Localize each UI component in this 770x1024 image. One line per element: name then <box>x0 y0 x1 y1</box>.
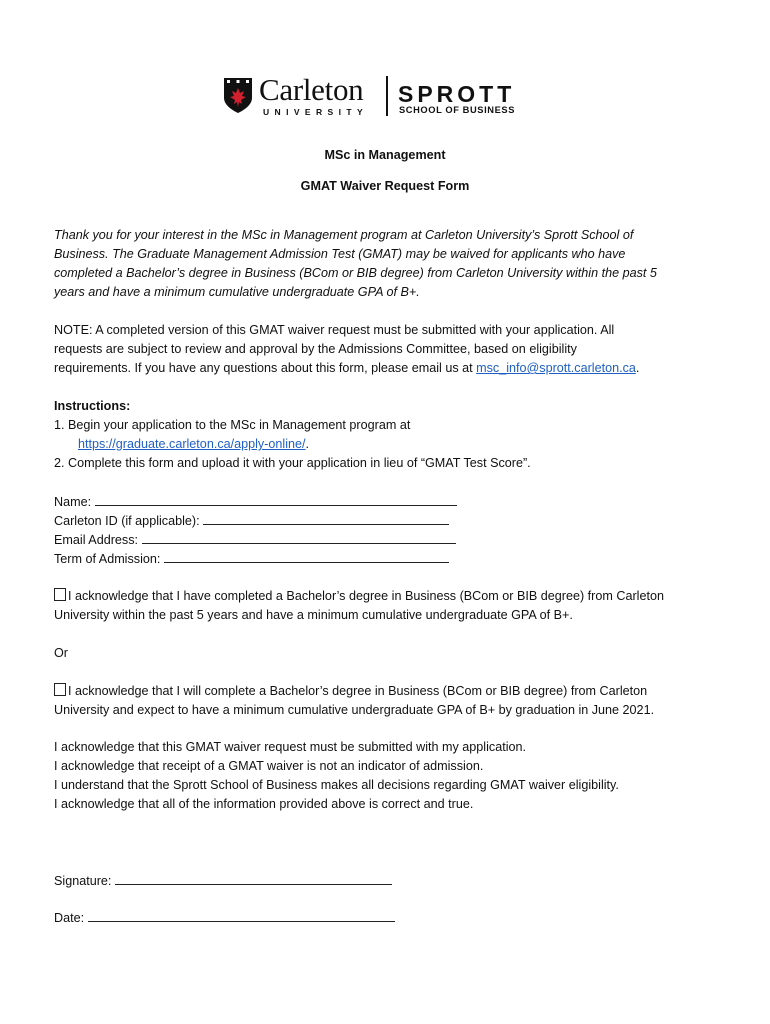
ack-option-1-line-1: I acknowledge that I have completed a Bachelor’s degree in Business (BCom or BIB degree) from Carleton <box>54 587 664 606</box>
term-input-line[interactable] <box>164 549 449 563</box>
name-input-line[interactable] <box>95 492 457 506</box>
intro-line-1: Thank you for your interest in the MSc in Management program at Carleton University’s Sprott School of <box>54 228 634 242</box>
email-input-line[interactable] <box>142 530 456 544</box>
instruction-step-2: 2. Complete this form and upload it with your application in lieu of “GMAT Test Score”. <box>54 456 531 470</box>
carleton-wordmark: Carleton <box>259 72 364 107</box>
apply-online-link[interactable]: https://graduate.carleton.ca/apply-online/ <box>78 437 306 451</box>
form-subtitle: GMAT Waiver Request Form <box>300 179 470 193</box>
signature-label: Signature: <box>54 874 112 888</box>
ack-option-1-checkbox[interactable] <box>54 588 66 601</box>
page-title: MSc in Management <box>324 148 446 162</box>
instruction-step-1: 1. Begin your application to the MSc in Management program at <box>54 418 411 432</box>
carleton-shield-icon <box>223 76 253 114</box>
ack-option-2-line-2: University and expect to have a minimum cumulative undergraduate GPA of B+ by graduation in June 2021. <box>54 703 655 717</box>
acknowledgement-4: I acknowledge that all of the information provided above is correct and true. <box>54 797 474 811</box>
date-label: Date: <box>54 911 85 925</box>
university-wordmark: UNIVERSITY <box>263 107 369 117</box>
logo-divider <box>386 76 388 116</box>
carleton-id-label: Carleton ID (if applicable): <box>54 514 200 528</box>
acknowledgement-3: I understand that the Sprott School of Business makes all decisions regarding GMAT waiver eligibility. <box>54 778 619 792</box>
note-line-2: requests are subject to review and approval by the Admissions Committee, based on eligibility <box>54 342 577 356</box>
email-label: Email Address: <box>54 533 138 547</box>
ack-option-2-checkbox[interactable] <box>54 683 66 696</box>
carleton-id-input-line[interactable] <box>203 511 449 525</box>
carleton-id-field <box>54 511 449 531</box>
carleton-sprott-logo <box>223 74 548 120</box>
intro-line-4: years and have a minimum cumulative undergraduate GPA of B+. <box>54 285 420 299</box>
instruction-step-1-link-line: https://graduate.carleton.ca/apply-online/. <box>78 437 310 451</box>
ack-option-1-line-2: University within the past 5 years and have a minimum cumulative undergraduate GPA of B+. <box>54 608 573 622</box>
signature-input-line[interactable] <box>115 871 392 885</box>
name-field <box>54 492 457 512</box>
or-separator: Or <box>54 646 68 660</box>
term-label: Term of Admission: <box>54 552 161 566</box>
instructions-heading: Instructions: <box>54 399 131 413</box>
sprott-wordmark: SPROTT <box>398 81 516 107</box>
note-line-1: NOTE: A completed version of this GMAT waiver request must be submitted with your application. All <box>54 323 615 337</box>
date-field <box>54 908 395 928</box>
date-input-line[interactable] <box>88 908 395 922</box>
term-field <box>54 549 449 569</box>
school-of-business-wordmark: SCHOOL OF BUSINESS <box>399 105 516 115</box>
email-field <box>54 530 456 550</box>
name-label: Name: <box>54 495 92 509</box>
contact-email-link[interactable]: msc_info@sprott.carleton.ca <box>476 361 636 375</box>
intro-line-2: Business. The Graduate Management Admission Test (GMAT) may be waived for applicants who have <box>54 247 626 261</box>
acknowledgement-1: I acknowledge that this GMAT waiver request must be submitted with my application. <box>54 740 527 754</box>
intro-line-3: completed a Bachelor’s degree in Business (BCom or BIB degree) from Carleton University within the past 5 <box>54 266 657 280</box>
signature-field <box>54 871 392 891</box>
note-line-3: requirements. If you have any questions about this form, please email us at msc_info@sprott.carleton.ca. <box>54 361 640 375</box>
acknowledgement-2: I acknowledge that receipt of a GMAT waiver is not an indicator of admission. <box>54 759 484 773</box>
ack-option-2-line-1: I acknowledge that I will complete a Bachelor’s degree in Business (BCom or BIB degree) from Carleton <box>54 682 647 701</box>
